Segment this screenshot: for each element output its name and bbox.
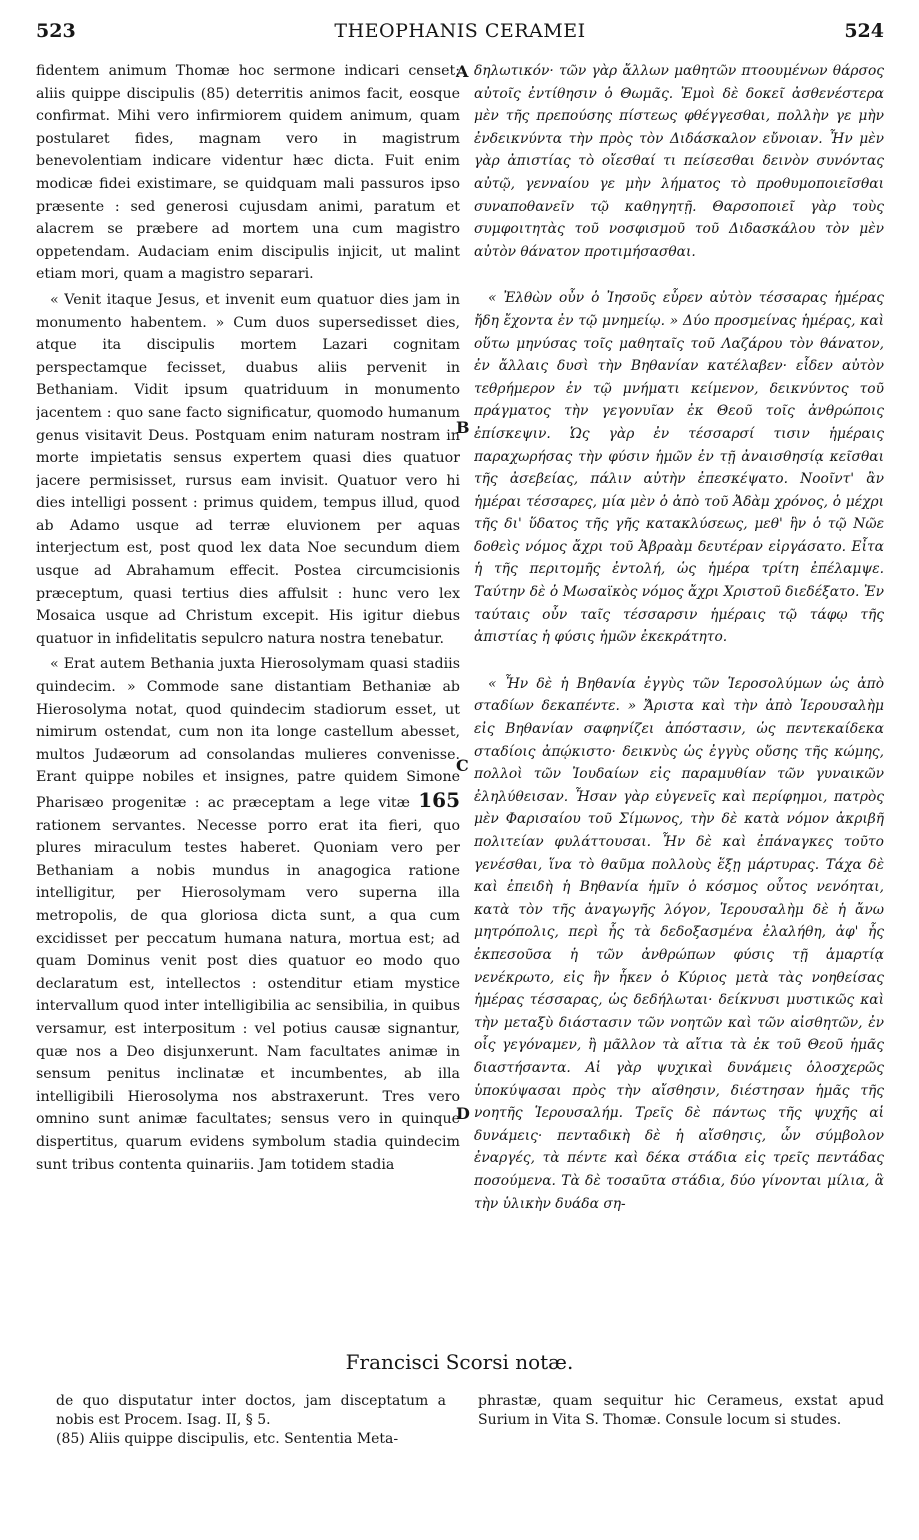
notes-title: Francisci Scorsi notæ. — [345, 1350, 574, 1374]
greek-paragraph: δηλωτικόν· τῶν γὰρ ἄλλων μαθητῶν πτοουμένων θάρσος αὐτοῖς ἐντίθησιν ὁ Θωμᾶς. Ἐμοὶ δὲ δοκεῖ ἀσθενέστερα μὲν τῆς πρεπούσης πίστεως φθέγγεσθαι, πολλὴν γε μὴν ἐνδεικνύντα τὴν πρὸς τὸν Διδάσκαλον εὔνοιαν. Ἦν μὲν γὰρ ἀπιστίας τὸ οἴεσθαί τι πείσεσθαι δεινὸν συνόντας αὐτῷ, γενναίου γε μὴν λήματος τὸ προθυμοποιεῖσθαι συναποθανεῖν τῷ καθηγητῇ. Θαρσοποιεῖ γὰρ τοὺς συμφοιτητὰς τοῦ νοσφισμοῦ τοῦ Διδασκάλου τὸν μὲν αὐτὸν θάνατον προτιμήσασθαι. — [474, 63, 884, 260]
margin-letter-a: A — [456, 62, 469, 81]
note-text: (85) Aliis quippe discipulis, etc. Sententia Meta- — [56, 1431, 399, 1447]
column-number: 165 — [418, 788, 460, 812]
note-text: de quo disputatur inter doctos, jam disceptatum a nobis est Procem. Isag. II, § 5. — [56, 1393, 446, 1428]
latin-text: « Erat autem Bethania juxta Hierosolymam quasi stadiis quindecim. » Commode sane distantiam Bethaniæ ab Hierosolyma notat, quod quindecim stadiorum esset, ut nimirum ostendat, cum non ita longe castellum abesset, multos Judæorum ad consolandas mulieres convenisse. Erant quippe nobiles et insignes, patre quidem Simone Pharisæo progenitæ : ac præceptam a lege vitæ — [36, 656, 460, 811]
margin-letter-b: B — [456, 418, 470, 437]
notes-left-column — [56, 1392, 446, 1449]
margin-letter-c: C — [456, 756, 469, 775]
page-number-right: 524 — [844, 20, 884, 42]
margin-letter-d: D — [456, 1104, 470, 1123]
page-number-left: 523 — [36, 20, 76, 42]
latin-paragraph: « Venit itaque Jesus, et invenit eum quatuor dies jam in monumento habentem. » Cum duos supersedisset dies, atque ita discipulis mortem Lazari cognitam perspectamque fecisset, duabus aliis pervenit in Bethaniam. Vidit ipsum quatriduum in monumento jacentem : quo sane facto significatur, quomodo humanum genus visitavit Deus. Postquam enim naturam nostram in morte impietatis sensus expertem quasi dies quatuor jacere permisisset, rursus eam invisit. Quatuor vero hi dies intelligi possent : primus quidem, tempus illud, quod ab Adamo usque ad terræ eluvionem per aquas interjectum est, post quod lex data Noe secundum diem usque ad Abrahamum effecit. Postea circumcisionis præceptum, quasi tertius dies affulsit : hunc vero lex Mosaica usque ad Christum excepit. His igitur diebus quatuor in infidelitatis sepulcro natura nostra tenebatur. — [36, 291, 460, 647]
latin-text: rationem servantes. Necesse porro erat ita fieri, quo plures miraculum testes haberet. Quoniam vero per Bethaniam a nobis mundus in anagogica ratione intelligitur, per Hierosolymam vero superna illa metropolis, de qua gloriosa dicta sunt, a qua cum excidisset per peccatum humana natura, mortua est; ad quam Dominus venit post dies quatuor eo modo quo declaratum est, intellectos : ostenditur etiam mystice intervallum quod inter intelligibilia ac sensibilia, in quibus versamur, est interpositum : vel potius causæ signantur, quæ nos a Deo disjunxerunt. Nam facultates animæ in sensum penitus inclinatæ et incumbentes, ab illa intelligibili Hierosolyma nos abstraxerunt. Tres vero omnino sunt animæ facultates; sensus vero in quinque dispertitus, quarum evidens symbolum stadia quindecim sunt tribus contenta quinariis. Jam totidem stadia — [36, 817, 460, 1173]
page-header — [36, 20, 884, 50]
latin-paragraph — [36, 653, 460, 1176]
note-text: phrastæ, quam sequitur hic Cerameus, exstat apud Surium in Vita S. Thomæ. Consule locum si studes. — [478, 1393, 884, 1428]
notes-right-column — [478, 1392, 884, 1430]
greek-column — [474, 60, 884, 1350]
running-title: THEOPHANIS CERAMEI — [334, 20, 586, 42]
greek-paragraph: « Ἦν δὲ ἡ Βηθανία ἐγγὺς τῶν Ἱεροσολύμων ὡς ἀπὸ σταδίων δεκαπέντε. » Ἄριστα καὶ τὴν ἀπὸ Ἱερουσαλὴμ εἰς Βηθανίαν σαφηνίζει ἀπόστασιν, ὡς πεντεκαίδεκα σταδίοις ἀπῴκιστο· δεικνὺς ὡς ἐγγὺς οὔσης τῆς κώμης, πολλοὶ τῶν Ἰουδαίων εἰς παραμυθίαν τῶν γυναικῶν ἐληλύθεισαν. Ἦσαν γὰρ εὐγενεῖς καὶ περίφημοι, πατρὸς μὲν Φαρισαίου τοῦ Σίμωνος, τὴν δὲ κατὰ νόμον ἀκριβῆ πολιτείαν φυλάττουσαι. Ἦν δὲ καὶ ἐπάναγκες τοῦτο γενέσθαι, ἵνα τὸ θαῦμα πολλοὺς ἕξῃ μάρτυρας. Τάχα δὲ καὶ ἐπειδὴ ἡ Βηθανία ἡμῖν ὁ κόσμος οὗτος νενόηται, κατὰ τὸν τῆς ἀναγωγῆς λόγον, Ἱερουσαλὴμ δὲ ἡ ἄνω μητρόπολις, περὶ ἧς τὰ δεδοξασμένα ἐλαλήθη, ἀφ' ἧς ἐκπεσοῦσα ἡ τῶν ἀνθρώπων φύσις τῇ ἁμαρτίᾳ νενέκρωτο, εἰς ἣν ἧκεν ὁ Κύριος μετὰ τὰς νοηθείσας ἡμέρας τέσσαρας, ὡς δεδήλωται· δείκνυσι μυστικῶς καὶ τὴν μεταξὺ διάστασιν τῶν νοητῶν καὶ τῶν αἰσθητῶν, ἐν οἷς γεγόναμεν, ἢ μᾶλλον τὰ αἴτια τὰ ἐκ τοῦ Θεοῦ ἡμᾶς διαστήσαντα. Αἱ γὰρ ψυχικαὶ δυνάμεις ὁλοσχερῶς ὑποκύψασαι πρὸς τὴν αἴσθησιν, διέστησαν ἡμᾶς τῆς νοητῆς Ἱερουσαλήμ. Τρεῖς δὲ πάντως τῆς ψυχῆς αἱ δυνάμεις· πενταδικὴ δὲ ἡ αἴσθησις, ὧν σύμβολον ἐναργές, τὰ πέντε καὶ δέκα στάδια εἰς τρεῖς πεντάδας ποσούμενα. Τὰ δὲ τοσαῦτα στάδια, δύο γίνονται μίλια, ἃ τὴν ὑλικὴν δυάδα ση- — [474, 675, 884, 1212]
latin-paragraph: fidentem animum Thomæ hoc sermone indicari censet; aliis quippe discipulis (85) deterritis animos facit, eosque confirmat. Mihi vero infirmiorem quidem animum, quam postularet fides, magnam vero in magistrum benevolentiam indicare videntur hæc dicta. Fuit enim modicæ fidei existimare, se quidquam mali passuros ipso præsente : sed generosi cujusdam animi, paratum et alacrem se præbere ad mortem una cum magistro oppetendam. Audaciam enim discipulis injicit, ut malint etiam mori, quam a magistro separari. — [36, 63, 460, 283]
latin-column — [36, 60, 460, 1350]
greek-paragraph: « Ἐλθὼν οὖν ὁ Ἰησοῦς εὗρεν αὐτὸν τέσσαρας ἡμέρας ἤδη ἔχοντα ἐν τῷ μνημείῳ. » Δύο προσμείνας ἡμέρας, καὶ οὕτω μηνύσας τοῖς μαθηταῖς τοῦ Λαζάρου τὸν θάνατον, ἐν ἄλλαις δυσὶ τὴν Βηθανίαν κατέλαβεν· εἶδεν αὐτὸν τεθρήμερον ἐν τῷ μνήματι κείμενον, δεικνύντος τοῦ πράγματος τὴν γεγονυῖαν ἐκ Θεοῦ τοῖς ἀνθρώποις ἐπίσκεψιν. Ὡς γὰρ ἐν τέσσαρσί τισιν ἡμέραις παραχωρήσας τὴν φύσιν ἡμῶν ἐν τῇ ἀναισθησίᾳ κεῖσθαι τῆς ἀσεβείας, πάλιν αὐτὴν ἐπεσκέψατο. Νοοῖντ' ἂν ἡμέραι τέσσαρες, μία μὲν ὁ ἀπὸ τοῦ Ἀδὰμ χρόνος, ὁ μέχρι τῆς δι' ὕδατος τῆς γῆς κατακλύσεως, μεθ' ἣν ὁ τῷ Νῶε δοθεὶς νόμος ἄχρι τοῦ Ἀβραὰμ δευτέραν εἰργάσατο. Εἶτα ἡ τῆς περιτομῆς ἐντολή, ὡς ἡμέρα τρίτη ἐπέλαμψε. Ταύτην δὲ ὁ Μωσαϊκὸς νόμος ἄχρι Χριστοῦ διεδέξατο. Ἐν ταύταις οὖν ταῖς τέσσαρσιν ἡμέραις τῷ τάφῳ τῆς ἀπιστίας ἡ φύσις ἡμῶν ἐκεκράτητο. — [474, 290, 884, 646]
